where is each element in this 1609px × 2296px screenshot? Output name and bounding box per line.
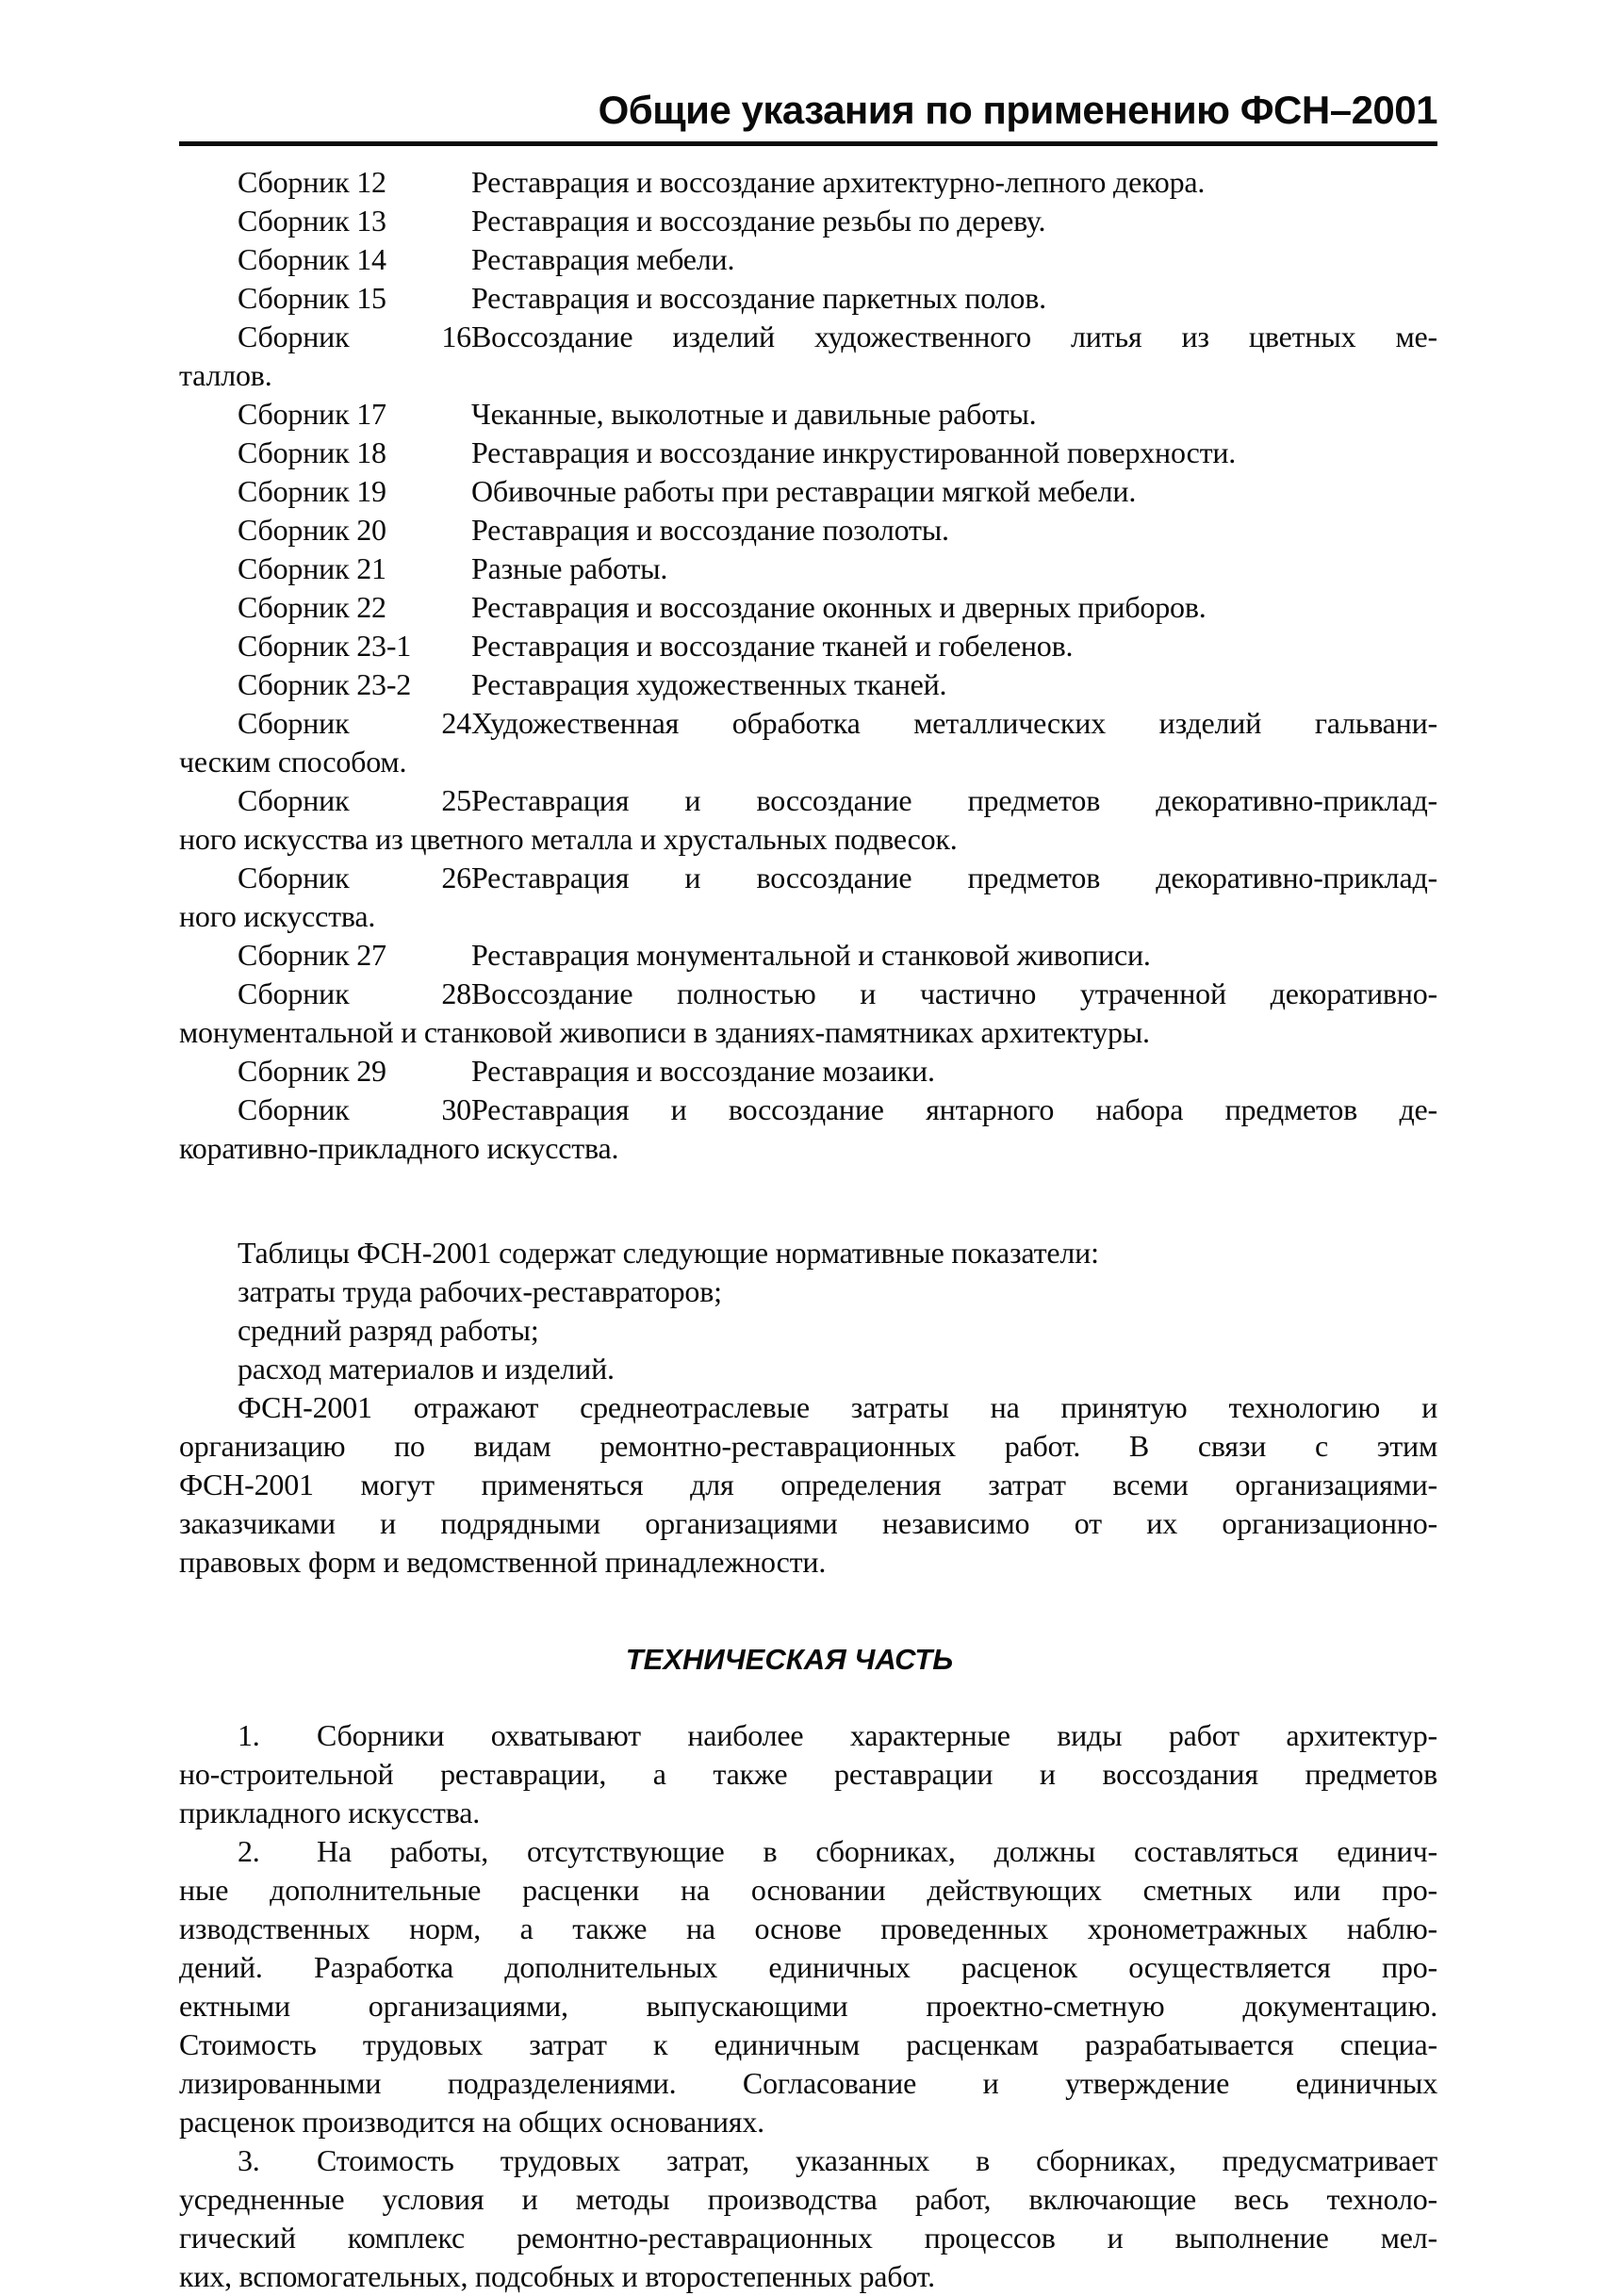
paragraph-line: лизированными подразделениями. Согласование и утверждение единичных	[179, 2066, 1437, 2100]
fsn-note-line: заказчиками и подрядными организациями независимо от их организационно-	[179, 1506, 1437, 1540]
collection-item	[179, 279, 1437, 318]
collection-label: Сборник 16	[238, 320, 471, 353]
collection-label: Сборник 15	[238, 281, 386, 315]
indicator-line: расход материалов и изделий.	[238, 1352, 615, 1386]
paragraph-line: гический комплекс ремонтно-реставрационных процессов и выполнение мел-	[179, 2221, 1437, 2255]
paragraph-line: Стоимость трудовых затрат к единичным расценкам разрабатывается специа-	[179, 2027, 1437, 2061]
collection-item	[179, 549, 1437, 588]
collection-label: Сборник 12	[238, 165, 386, 199]
collection-text: Реставрация и воссоздание оконных и дверных приборов.	[471, 590, 1207, 624]
collection-item	[179, 1091, 1437, 1129]
collection-item	[179, 936, 1437, 975]
fsn-note-line: правовых форм и ведомственной принадлежности.	[179, 1545, 827, 1579]
collection-continuation: коративно-прикладного искусства.	[179, 1131, 619, 1165]
collection-label: Сборник 23-1	[238, 629, 412, 663]
collection-item	[179, 588, 1437, 627]
paragraph-number: 1.	[238, 1718, 260, 1752]
paragraph-text: Сборники охватывают наиболее характерные виды работ архитектур-	[317, 1718, 1437, 1752]
collection-text: Воссоздание изделий художественного литья из цветных ме-	[471, 320, 1437, 353]
page-header	[179, 89, 1437, 132]
collection-item	[179, 704, 1437, 743]
collection-label: Сборник 19	[238, 474, 386, 508]
collection-text: Реставрация и воссоздание тканей и гобеленов.	[471, 629, 1074, 663]
collection-label: Сборник 29	[238, 1054, 386, 1088]
collections-list	[179, 163, 1437, 1168]
collection-item	[179, 202, 1437, 240]
collection-item	[179, 975, 1437, 1013]
collection-label: Сборник 20	[238, 513, 386, 547]
collection-label: Сборник 18	[238, 435, 386, 469]
indicator-line: средний разряд работы;	[238, 1313, 539, 1347]
collection-text: Реставрация художественных тканей.	[471, 667, 947, 701]
collection-item	[179, 859, 1437, 897]
paragraph-line: изводственных норм, а также на основе проведенных хронометражных наблю-	[179, 1911, 1437, 1945]
fsn-note-line: ФСН-2001 отражают среднеотраслевые затраты на принятую технологию и	[238, 1390, 1437, 1424]
collection-continuation: ного искусства из цветного металла и хрустальных подвесок.	[179, 822, 958, 856]
paragraph-line: дений. Разработка дополнительных единичных расценок осуществляется про-	[179, 1950, 1437, 1984]
collection-item	[179, 395, 1437, 434]
indicators-intro-line: Таблицы ФСН-2001 содержат следующие нормативные показатели:	[238, 1236, 1099, 1270]
paragraph-line: прикладного искусства.	[179, 1796, 481, 1829]
collection-text: Разные работы.	[471, 551, 668, 585]
collection-text: Реставрация и воссоздание янтарного набора предметов де-	[471, 1092, 1437, 1126]
paragraph-line: ких, вспомогательных, подсобных и второстепенных работ.	[179, 2259, 935, 2293]
collection-label: Сборник 21	[238, 551, 386, 585]
collection-text: Реставрация мебели.	[471, 242, 735, 276]
collection-text: Реставрация монументальной и станковой живописи.	[471, 938, 1151, 972]
collection-text: Реставрация и воссоздание позолоты.	[471, 513, 949, 547]
collection-label: Сборник 22	[238, 590, 386, 624]
paragraph-text: Стоимость трудовых затрат, указанных в сборниках, предусматривает	[317, 2143, 1437, 2177]
paragraph-line	[179, 1832, 1437, 1871]
collection-label: Сборник 14	[238, 242, 386, 276]
collection-label: Сборник 23-2	[238, 667, 412, 701]
collection-item	[179, 511, 1437, 549]
paragraph-line: но-строительной реставрации, а также реставрации и воссоздания предметов	[179, 1757, 1437, 1791]
paragraph-line: ные дополнительные расценки на основании действующих сметных или про-	[179, 1873, 1437, 1907]
collection-text: Реставрация и воссоздание паркетных полов.	[471, 281, 1046, 315]
collection-label: Сборник 27	[238, 938, 386, 972]
paragraph-line: расценок производится на общих основаниях.	[179, 2105, 764, 2139]
header-divider	[179, 141, 1437, 146]
collection-continuation: монументальной и станковой живописи в зданиях-памятниках архитектуры.	[179, 1015, 1150, 1049]
collection-item	[179, 472, 1437, 511]
collection-text: Воссоздание полностью и частично утраченной декоративно-	[471, 976, 1437, 1010]
technical-paragraph-2	[179, 1832, 1437, 2141]
indicator-line: затраты труда рабочих-реставраторов;	[238, 1274, 722, 1308]
collection-label: Сборник 30	[238, 1092, 471, 1126]
paragraph-line	[179, 2141, 1437, 2180]
collection-item	[179, 781, 1437, 820]
technical-part-heading: ТЕХНИЧЕСКАЯ ЧАСТЬ	[625, 1643, 954, 1676]
paragraph-number: 2.	[238, 1834, 260, 1868]
fsn-note-line: организацию по видам ремонтно-реставрационных работ. В связи с этим	[179, 1429, 1437, 1463]
collection-continuation: таллов.	[179, 358, 272, 392]
collection-item	[179, 240, 1437, 279]
collection-label: Сборник 13	[238, 204, 386, 238]
collection-text: Реставрация и воссоздание предметов декоративно-приклад-	[471, 783, 1437, 817]
fsn-note-paragraph	[179, 1388, 1437, 1582]
collection-item	[179, 163, 1437, 202]
collection-label: Сборник 25	[238, 783, 471, 817]
paragraph-text: На работы, отсутствующие в сборниках, должны составляться единич-	[317, 1834, 1437, 1868]
technical-paragraph-1	[179, 1716, 1437, 1832]
collection-item	[179, 1052, 1437, 1091]
collection-item	[179, 318, 1437, 356]
collection-item	[179, 434, 1437, 472]
collection-text: Обивочные работы при реставрации мягкой мебели.	[471, 474, 1137, 508]
paragraph-line: ектными организациями, выпускающими проектно-сметную документацию.	[179, 1989, 1437, 2023]
collection-text: Чеканные, выколотные и давильные работы.	[471, 397, 1037, 431]
paragraph-line: усредненные условия и методы производства работ, включающие весь техноло-	[179, 2182, 1437, 2216]
fsn-note-line: ФСН-2001 могут применяться для определения затрат всеми организациями-	[179, 1468, 1437, 1501]
collection-text: Реставрация и воссоздание архитектурно-лепного декора.	[471, 165, 1206, 199]
collection-text: Реставрация и воссоздание резьбы по дереву.	[471, 204, 1046, 238]
collection-text: Реставрация и воссоздание предметов декоративно-приклад-	[471, 861, 1437, 894]
paragraph-number: 3.	[238, 2143, 260, 2177]
collection-label: Сборник 26	[238, 861, 471, 894]
indicators-block	[179, 1234, 1437, 1388]
collection-label: Сборник 17	[238, 397, 386, 431]
collection-continuation: ного искусства.	[179, 899, 376, 933]
collection-item	[179, 627, 1437, 665]
collection-label: Сборник 24	[238, 706, 471, 740]
collection-text: Реставрация и воссоздание инкрустированной поверхности.	[471, 435, 1237, 469]
collection-label: Сборник 28	[238, 976, 471, 1010]
collection-continuation: ческим способом.	[179, 745, 407, 779]
technical-paragraph-3	[179, 2141, 1437, 2296]
collection-item	[179, 665, 1437, 704]
collection-text: Художественная обработка металлических изделий гальвани-	[471, 706, 1437, 740]
page-header-title: Общие указания по применению ФСН–2001	[598, 88, 1437, 132]
paragraph-line	[179, 1716, 1437, 1755]
collection-text: Реставрация и воссоздание мозаики.	[471, 1054, 935, 1088]
